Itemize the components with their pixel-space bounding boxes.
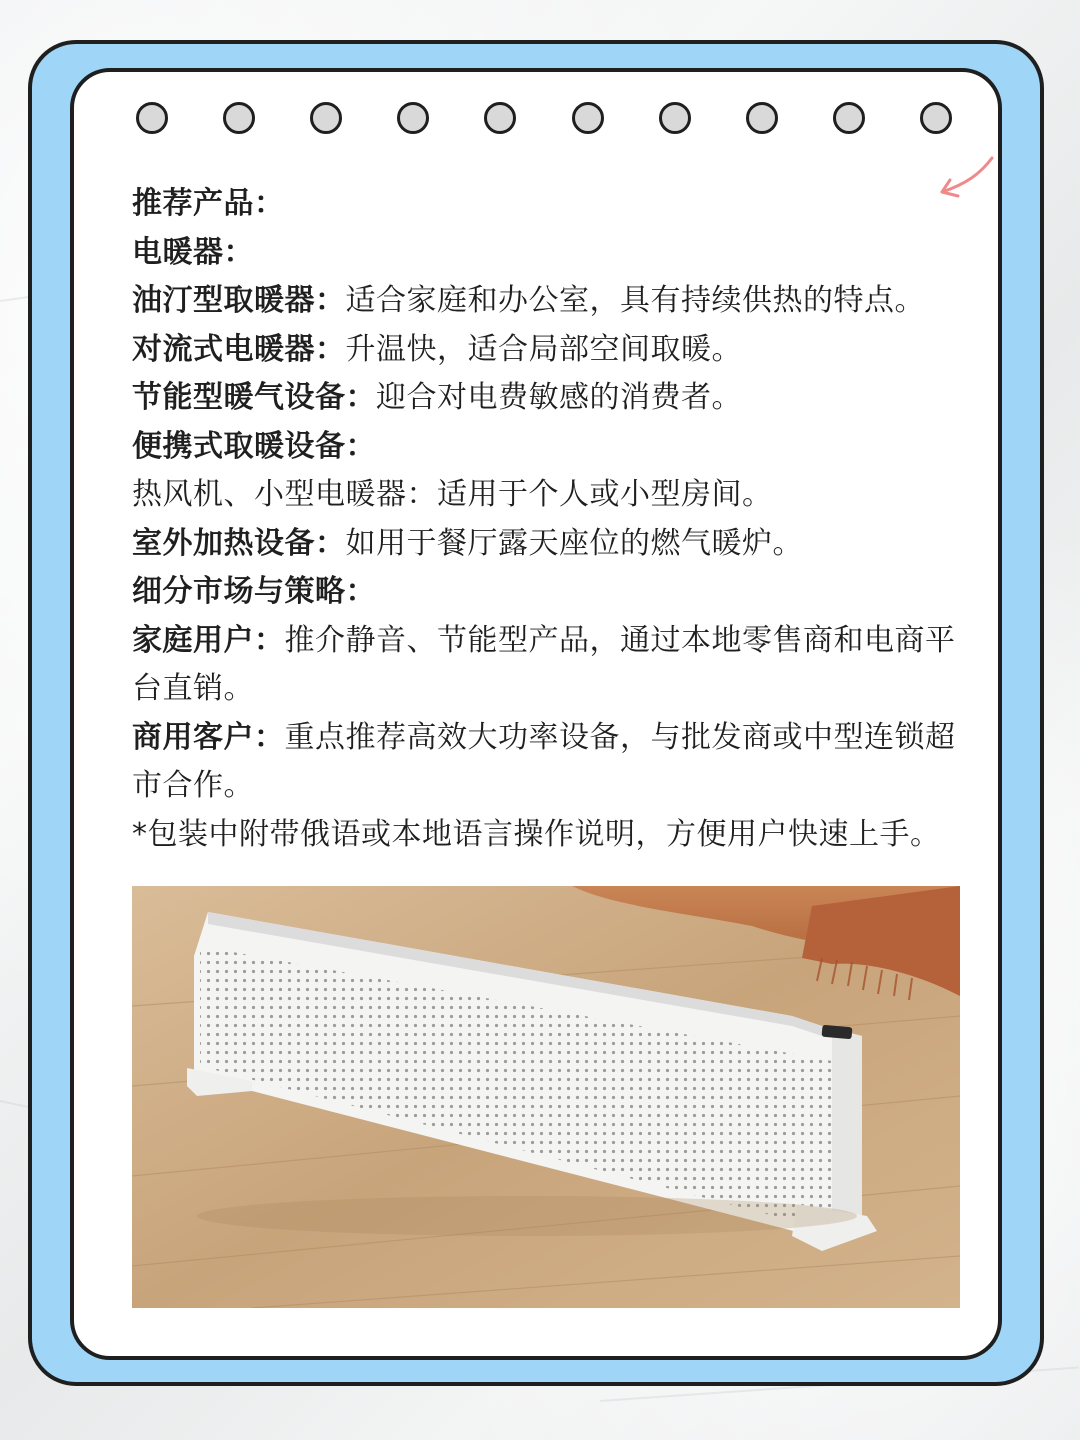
text-line: [132, 326, 972, 375]
line-body: 适合家庭和办公室，具有持续供热的特点。: [345, 283, 925, 318]
line-body: *包装中附带俄语或本地语言操作说明，方便用户快速上手。: [132, 816, 941, 852]
line-heading: 节能型暖气设备：: [132, 380, 376, 415]
binder-hole: [572, 102, 604, 134]
text-line: [132, 714, 972, 811]
text-line: [132, 568, 972, 617]
text-line: [132, 423, 972, 472]
line-heading: 商用客户：: [132, 719, 285, 755]
article-text: [132, 180, 972, 859]
text-line: [132, 617, 972, 714]
text-line: [132, 520, 972, 569]
white-baseboard-heater-icon: [132, 886, 960, 1308]
binder-hole: [746, 102, 778, 134]
line-heading: 细分市场与策略：: [132, 574, 376, 609]
binder-hole: [833, 102, 865, 134]
binder-hole: [310, 102, 342, 134]
binder-hole: [920, 102, 952, 134]
line-body: 热风机、小型电暖器：适用于个人或小型房间。: [132, 477, 773, 512]
line-body: 升温快，适合局部空间取暖。: [345, 331, 742, 367]
binder-hole: [397, 102, 429, 134]
binder-hole: [659, 102, 691, 134]
line-heading: 室外加热设备：: [132, 525, 346, 561]
line-heading: 对流式电暖器：: [132, 331, 346, 367]
line-body: 如用于餐厅露天座位的燃气暖炉。: [345, 525, 803, 561]
heater-photo: [132, 886, 960, 1308]
line-body: 重点推荐高效大功率设备，与批发商或中型连锁超市合作。: [132, 719, 956, 803]
binder-hole: [136, 102, 168, 134]
binder-hole: [223, 102, 255, 134]
text-line: [132, 811, 972, 860]
line-body: 迎合对电费敏感的消费者。: [376, 380, 742, 415]
notebook-page: [70, 68, 1002, 1360]
line-heading: 家庭用户：: [132, 622, 285, 658]
notebook-card: [28, 40, 1044, 1386]
binder-hole: [484, 102, 516, 134]
text-line: [132, 277, 972, 326]
text-line: [132, 229, 972, 278]
line-heading: 便携式取暖设备：: [132, 428, 376, 464]
line-heading: 电暖器：: [132, 234, 254, 270]
text-line: [132, 374, 972, 423]
line-heading: 推荐产品：: [132, 186, 285, 221]
text-line: [132, 471, 972, 520]
line-body: 推介静音、节能型产品，通过本地零售商和电商平台直销。: [132, 622, 956, 706]
text-line: [132, 180, 972, 229]
line-heading: 油汀型取暖器：: [132, 283, 346, 318]
binder-holes: [136, 102, 956, 136]
